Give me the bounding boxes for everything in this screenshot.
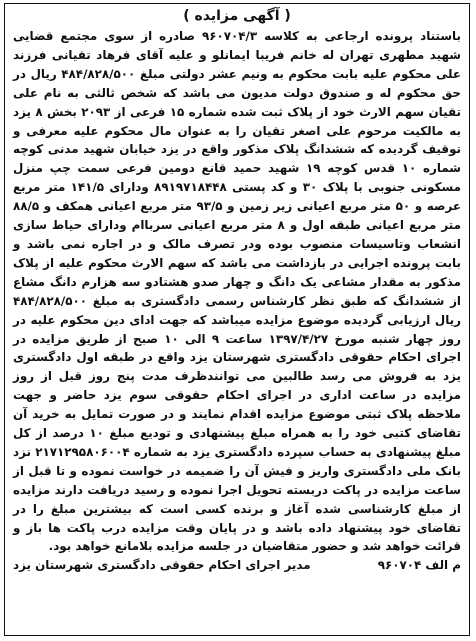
auction-notice-frame [4, 3, 470, 636]
notice-footer-code: م الف ۹۶۰۷۰۴ [377, 558, 461, 573]
notice-body-text: باستناد پرونده ارجاعی به کلاسه ۹۶۰۷۰۴/۳ صادره از سوی مجتمع قضایی شهید مطهری تهران له خانم فریبا ایمانلو و علیه آقای فرهاد تقیانی فرزند علی محکوم علیه بابت محکوم به ونیم عشر دولتی مبلغ ۴۸۴/۸۲۸/۵۰۰ ریال در حق محکوم له و صندوق دولت مدیون می باشد که شخص ثالثی به نام علی تقیان سهم الارث خود از پلاک ثبت شده شماره ۱۵ فرعی از ۲۰۹۳ بخش ۸ یزد به مالکیت مرحوم علی اصغر تقیان را به عنوان مال محکوم علیه معرفی و توقیف گردیده که ششدانگ پلاک مذکور واقع در یزد خیابان شهید مدنی کوچه شماره ۱۰ قدس کوچه ۱۹ شهید حمید قانع دومین فرعی سمت چپ منزل مسکونی جنوبی با پلاک ۳۰ و کد پستی ۸۹۱۹۷۱۸۴۴۸ ودارای ۱۴۱/۵ متر مربع عرصه و ۵۰ متر مربع اعیانی زیر زمین و ۹۳/۵ متر مربع اعیانی همکف و ۸۸/۵ متر مربع اعیانی طبقه اول و ۸ متر مربع اعیانی سرباام ودارای حیاط سازی انشعاب وتاسیسات منصوب بوده ودر تصرف مالک و در اجاره نمی باشد و بابت پرونده اجرایی در بازداشت می باشد که سهم الارث محکوم علیه از پلاک مذکور به مقدار مشاعی یک دانگ و چهار صدو هشتادو سه هزارم دانگ مشاع از ششدانگ که طبق نظر کارشناس رسمی دادگستری به مبلغ ۴۸۴/۸۲۸/۵۰۰ ریال ارزیابی گردیده موضوع مزایده میباشد که جهت ادای دین محکوم علیه در روز چهار شنبه مورخ ۱۳۹۷/۴/۲۷ ساعت ۹ الی ۱۰ صبح از طریق مزایده در اجرای احکام حقوقی دادگستری شهرستان یزد واقع در طبقه اول دادگستری یزد به فروش می رسد طالبین می توانندظرف مدت پنج روز قبل از روز مزایده در ساعت اداری در اجرای احکام حقوقی سوم یزد حاضر و جهت ملاحظه پلاک ثبتی موضوع مزایده اقدام نمایند و در صورت تمایل به خرید آن تقاضای کتبی خود را به همراه مبلغ پیشنهادی و تودیع مبلغ ۱۰ درصد از کل مبلغ پیشنهادی به حساب سپرده دادگستری یزد به شماره ۲۱۷۱۲۹۵۸۰۶۰۰۴ نزد بانک ملی دادگستری واریز و فیش آن را ضمیمه در خواست نموده و تا قبل از ساعت مزایده در پاکت دربسته تحویل اجرا نموده و رسید دریافت دارند مزایده از مبلغ کارشناسی شده آغاز و برنده کسی است که بیشترین مبلغ را در تقاضای خود پیشنهاد داده باشد و در پایان وقت مزایده درب پاکت ها باز و قرائت خواهد شد و حضور متقاضیان در جلسه مزایده بلامانع خواهد بود. [13, 29, 462, 554]
notice-footer [13, 556, 461, 575]
notice-title: ( آگهی مزایده ) [183, 8, 291, 24]
notice-footer-signature: مدیر اجرای احکام حقوقی دادگستری شهرستان یزد [13, 558, 311, 573]
